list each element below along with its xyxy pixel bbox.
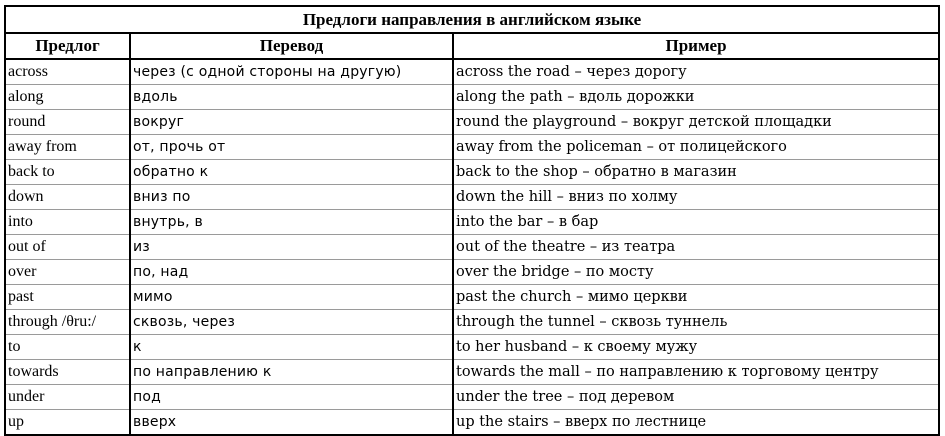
cell-translation: внутрь, в <box>130 210 453 235</box>
cell-translation: мимо <box>130 285 453 310</box>
table-row <box>6 185 938 210</box>
cell-preposition: into <box>6 210 130 235</box>
table-row <box>6 59 938 85</box>
cell-preposition: round <box>6 110 130 135</box>
table-row <box>6 310 938 335</box>
table-row <box>6 85 938 110</box>
cell-example: past the church – мимо церкви <box>453 285 938 310</box>
table-row <box>6 385 938 410</box>
cell-preposition: past <box>6 285 130 310</box>
table-row <box>6 210 938 235</box>
cell-preposition: along <box>6 85 130 110</box>
cell-preposition: up <box>6 410 130 435</box>
cell-preposition: down <box>6 185 130 210</box>
cell-example: along the path – вдоль дорожки <box>453 85 938 110</box>
header-preposition: Предлог <box>6 34 130 59</box>
prepositions-table <box>4 5 940 436</box>
prepositions-grid <box>6 34 938 434</box>
cell-preposition: back to <box>6 160 130 185</box>
cell-example: into the bar – в бар <box>453 210 938 235</box>
cell-example: under the tree – под деревом <box>453 385 938 410</box>
cell-translation: обратно к <box>130 160 453 185</box>
cell-example: up the stairs – вверх по лестнице <box>453 410 938 435</box>
cell-preposition: towards <box>6 360 130 385</box>
table-row <box>6 285 938 310</box>
cell-example: across the road – через дорогу <box>456 64 687 80</box>
cell-preposition: to <box>6 335 130 360</box>
cell-preposition: across <box>6 59 130 85</box>
cell-translation: через (с одной стороны на другую) <box>130 59 453 85</box>
cell-example: through the tunnel – сквозь туннель <box>453 310 938 335</box>
table-row <box>6 110 938 135</box>
cell-example: over the bridge – по мосту <box>453 260 938 285</box>
table-row <box>6 135 938 160</box>
cell-translation: вдоль <box>130 85 453 110</box>
cell-translation: по, над <box>130 260 453 285</box>
table-row <box>6 335 938 360</box>
cell-example: towards the mall – по направлению к торговому центру <box>453 360 938 385</box>
table-row <box>6 160 938 185</box>
cell-example: to her husband – к своему мужу <box>453 335 938 360</box>
cell-example: out of the theatre – из театра <box>453 235 938 260</box>
cell-preposition: over <box>6 260 130 285</box>
cell-preposition: under <box>6 385 130 410</box>
cell-translation: сквозь, через <box>130 310 453 335</box>
table-title: Предлоги направления в английском языке <box>6 7 938 34</box>
table-row <box>6 360 938 385</box>
cell-translation: вниз по <box>130 185 453 210</box>
cell-example: back to the shop – обратно в магазин <box>453 160 938 185</box>
cell-preposition: out of <box>6 235 130 260</box>
cell-translation: вокруг <box>130 110 453 135</box>
table-body <box>6 59 938 434</box>
cell-translation: под <box>130 385 453 410</box>
cell-example: down the hill – вниз по холму <box>453 185 938 210</box>
header-example: Пример <box>453 34 938 59</box>
cell-translation: из <box>130 235 453 260</box>
cell-translation: вверх <box>130 410 453 435</box>
cell-translation: по направлению к <box>130 360 453 385</box>
cell-translation: от, прочь от <box>130 135 453 160</box>
cell-translation: к <box>130 335 453 360</box>
table-row <box>6 410 938 435</box>
cell-preposition: away from <box>6 135 130 160</box>
table-row <box>6 235 938 260</box>
cell-preposition: through /θru:/ <box>6 310 130 335</box>
header-row <box>6 34 938 59</box>
cell-example: away from the policeman – от полицейского <box>453 135 938 160</box>
table-row <box>6 260 938 285</box>
header-translation: Перевод <box>130 34 453 59</box>
cell-example: round the playground – вокруг детской площадки <box>453 110 938 135</box>
